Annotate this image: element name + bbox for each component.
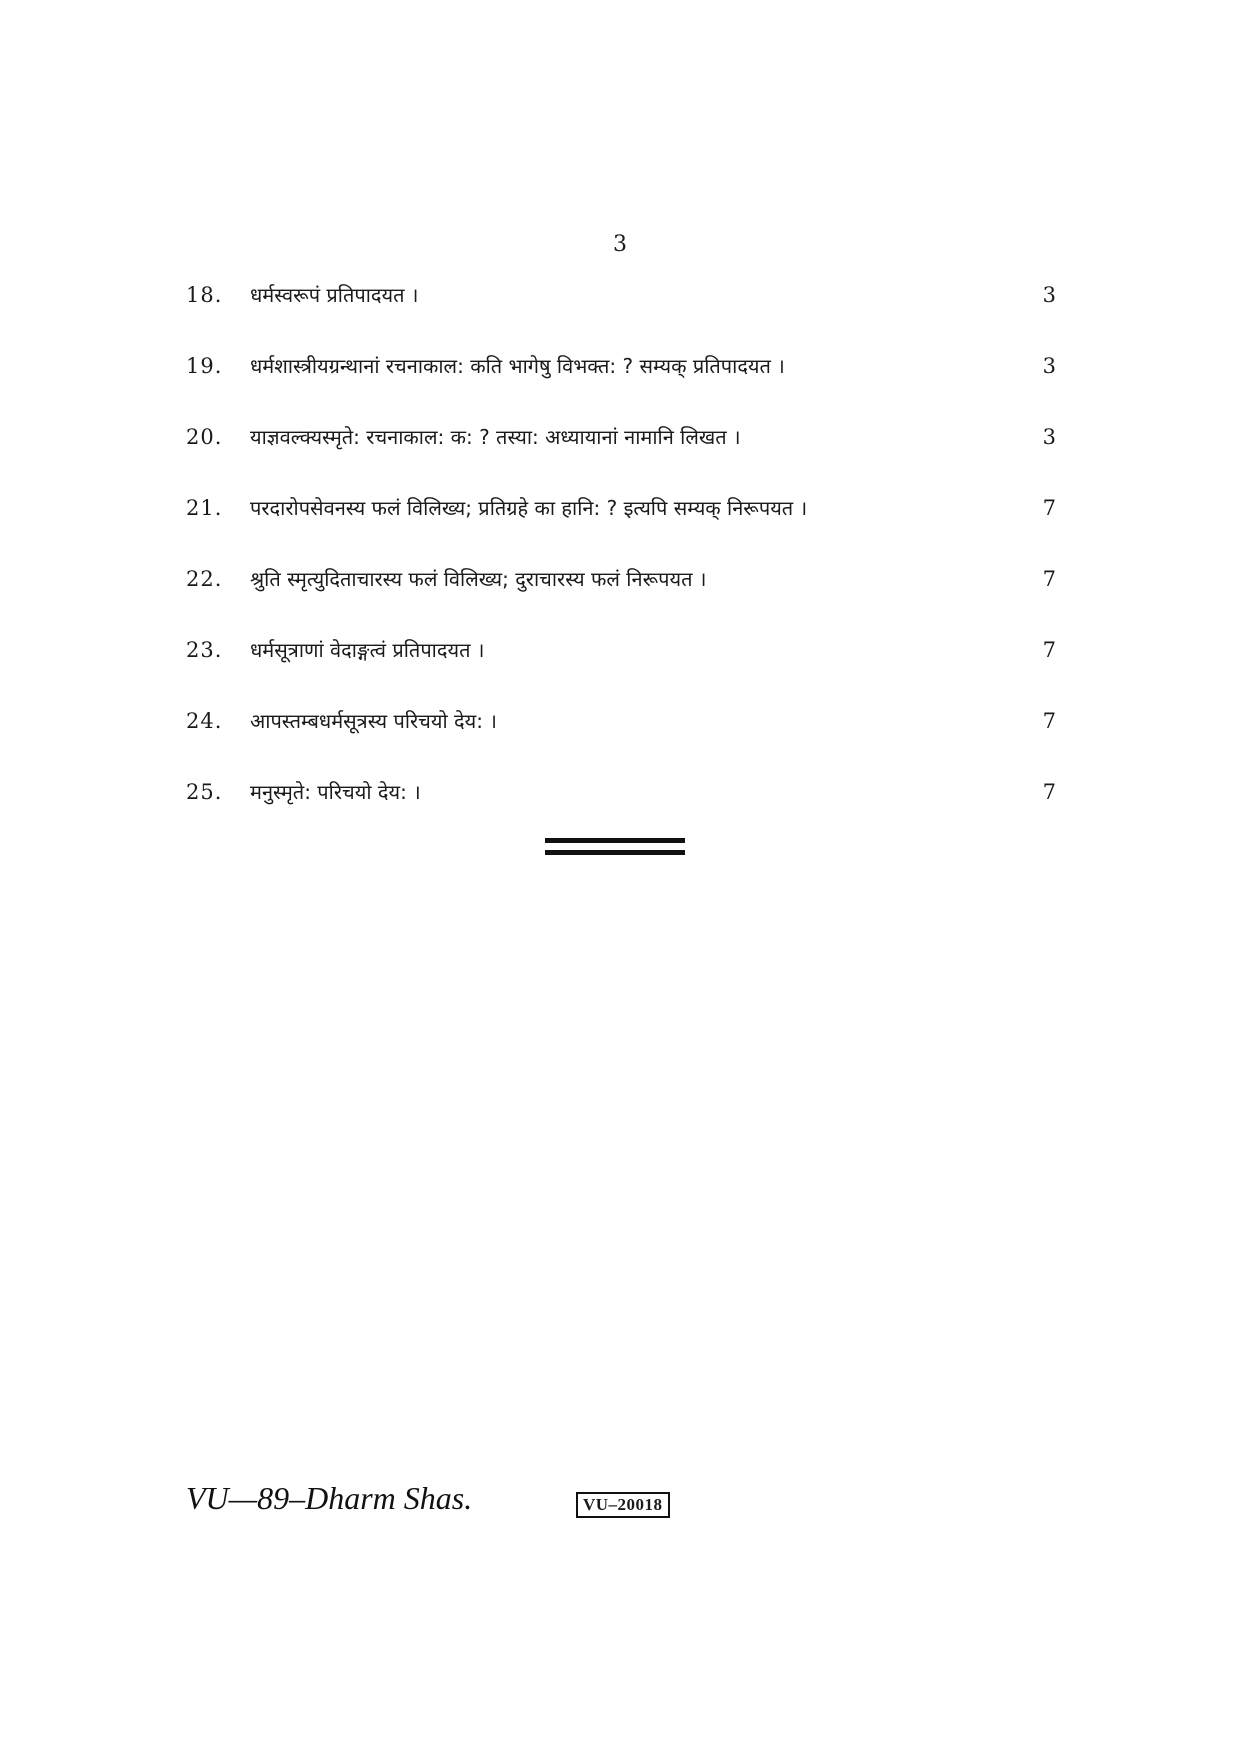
question-marks: 3 bbox=[1042, 354, 1056, 378]
question-item bbox=[186, 416, 1056, 487]
question-text: परदारोपसेवनस्य फलं विलिख्य; प्रतिग्रहे का हानि: ? इत्यपि सम्यक् निरूपयत । bbox=[250, 496, 808, 520]
question-item bbox=[186, 629, 1056, 700]
question-number: 21. bbox=[186, 496, 223, 520]
paper-box-code: VU–20018 bbox=[576, 1492, 670, 1518]
question-item bbox=[186, 487, 1056, 558]
question-text: धर्मशास्त्रीयग्रन्थानां रचनाकाल: कति भागेषु विभक्त: ? सम्यक् प्रतिपादयत । bbox=[250, 354, 785, 378]
question-text: धर्मसूत्राणां वेदाङ्गत्वं प्रतिपादयत । bbox=[250, 638, 485, 662]
question-number: 19. bbox=[186, 354, 223, 378]
question-text: श्रुति स्मृत्युदिताचारस्य फलं विलिख्य; दुराचारस्य फलं निरूपयत । bbox=[250, 567, 707, 591]
question-item bbox=[186, 771, 1056, 842]
question-marks: 3 bbox=[1042, 425, 1056, 449]
rule-line-top bbox=[545, 838, 685, 843]
question-text: मनुस्मृते: परिचयो देय: । bbox=[250, 780, 421, 804]
question-marks: 7 bbox=[1042, 496, 1056, 520]
question-number: 24. bbox=[186, 709, 223, 733]
question-text: धर्मस्वरूपं प्रतिपादयत । bbox=[250, 283, 419, 307]
question-number: 20. bbox=[186, 425, 223, 449]
question-item bbox=[186, 345, 1056, 416]
question-marks: 7 bbox=[1042, 780, 1056, 804]
rule-line-bottom bbox=[545, 850, 685, 855]
question-marks: 3 bbox=[1042, 283, 1056, 307]
question-text: आपस्तम्बधर्मसूत्रस्य परिचयो देय: । bbox=[250, 709, 497, 733]
question-text: याज्ञवल्क्यस्मृते: रचनाकाल: क: ? तस्या: अध्यायानां नामानि लिखत । bbox=[250, 425, 741, 449]
question-item bbox=[186, 274, 1056, 345]
question-item bbox=[186, 700, 1056, 771]
question-number: 22. bbox=[186, 567, 223, 591]
question-marks: 7 bbox=[1042, 638, 1056, 662]
page-number: 3 bbox=[613, 232, 627, 257]
question-item bbox=[186, 558, 1056, 629]
question-number: 18. bbox=[186, 283, 223, 307]
end-of-paper-rule bbox=[545, 838, 685, 857]
paper-code: VU—89–Dharm Shas. bbox=[186, 1480, 473, 1516]
question-list bbox=[186, 274, 1056, 842]
question-marks: 7 bbox=[1042, 567, 1056, 591]
question-number: 25. bbox=[186, 780, 223, 804]
question-number: 23. bbox=[186, 638, 223, 662]
question-marks: 7 bbox=[1042, 709, 1056, 733]
